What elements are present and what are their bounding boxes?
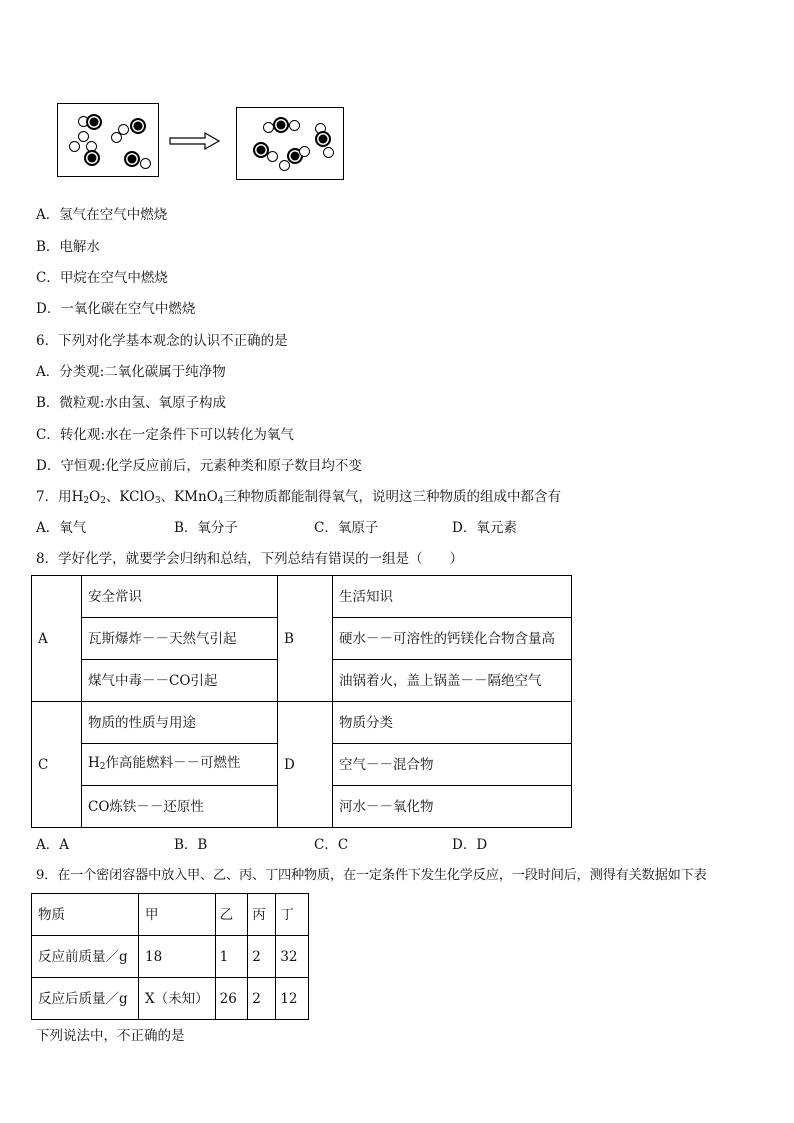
q9-header: 丁: [276, 894, 309, 936]
q7-subscript: 2: [83, 496, 90, 506]
product-box: [236, 107, 344, 180]
atom-large: [130, 118, 146, 134]
q8-cell: 瓦斯爆炸－－天然气引起: [82, 618, 278, 660]
q9-cell: 12: [276, 978, 309, 1020]
q9-table: [31, 893, 309, 1020]
q5-option-c: C．甲烷在空气中燃烧: [36, 270, 168, 286]
q8-cell: 油锅着火，盖上锅盖－－隔绝空气: [333, 660, 572, 702]
q8-cell: CO炼铁－－还原性: [82, 786, 278, 828]
q7-option-c: C．氧原子: [314, 520, 379, 536]
q5-option-d: D．一氧化碳在空气中燃烧: [36, 301, 196, 317]
q8-option-b: B．B: [174, 837, 208, 853]
atom-large: [86, 114, 102, 130]
q8-cell: 煤气中毒－－CO引起: [82, 660, 278, 702]
q9-cell: 2: [248, 936, 276, 978]
q8-cell: 物质分类: [333, 702, 572, 744]
q5-option-a: A．氢气在空气中燃烧: [36, 207, 168, 223]
q7-subscript: 3: [154, 496, 161, 506]
q8-cell-label: B: [278, 576, 333, 702]
q6-stem: 6．下列对化学基本观念的认识不正确的是: [36, 333, 288, 349]
q9-after: 下列说法中，不正确的是: [36, 1028, 185, 1044]
q7-stem-part: 7．用H: [36, 489, 84, 505]
q9-cell: 反应后质量／g: [32, 978, 139, 1020]
q9-cell: 32: [276, 936, 309, 978]
q8-option-a: A．A: [36, 837, 69, 853]
q9-cell: 18: [139, 936, 216, 978]
q8-stem: 8．学好化学，就要学会归纳和总结，下列总结有错误的一组是（ ）: [36, 551, 464, 567]
q9-cell: 2: [248, 978, 276, 1020]
q8-option-c: C．C: [314, 837, 349, 853]
q9-header: 物质: [32, 894, 139, 936]
q9-header: 乙: [215, 894, 248, 936]
q7-subscript: 4: [217, 496, 224, 506]
q7-stem-part: 、KClO: [105, 489, 155, 505]
q7-subscript: 2: [100, 496, 106, 506]
q9-cell: 1: [215, 936, 248, 978]
q7-option-d: D．氧元素: [452, 520, 517, 536]
atom-small: [299, 146, 310, 157]
atom-small: [78, 131, 89, 142]
q8-cell-label: D: [278, 702, 333, 828]
atom-large: [84, 150, 100, 166]
q6-option-c: C．转化观:水在一定条件下可以转化为氧气: [36, 427, 294, 443]
atom-small: [111, 132, 122, 143]
q6-option-a: A．分类观:二氧化碳属于纯净物: [36, 364, 226, 380]
atom-small: [279, 160, 290, 171]
q9-header: 甲: [139, 894, 216, 936]
q7-stem-part: O: [89, 489, 101, 505]
q8-cell-part: H: [88, 754, 100, 771]
atom-large: [273, 117, 289, 133]
q8-cell: 生活知识: [333, 576, 572, 618]
q8-cell-label: C: [32, 702, 82, 828]
reactant-box: [57, 103, 159, 177]
q8-option-d: D．D: [452, 837, 488, 853]
q9-cell: X（未知）: [139, 978, 216, 1020]
q7-stem-part: 三种物质都能制得氧气，说明这三种物质的组成中都含有: [223, 489, 561, 505]
atom-small: [323, 147, 334, 158]
q8-cell: 安全常识: [82, 576, 278, 618]
atom-small: [69, 141, 80, 152]
q8-table: [31, 575, 572, 828]
q8-cell-part: 作高能燃料－－可燃性: [105, 754, 241, 771]
atom-small: [289, 120, 300, 131]
q7-option-a: A．氧气: [36, 520, 87, 536]
q8-cell-label: A: [32, 576, 82, 702]
q6-option-d: D．守恒观:化学反应前后，元素种类和原子数目均不变: [36, 458, 362, 474]
q7-stem-part: 、KMnO: [160, 489, 218, 505]
atom-small: [140, 158, 151, 169]
q7-stem: [36, 488, 561, 510]
q8-cell: 硬水－－可溶性的钙镁化合物含量高: [333, 618, 572, 660]
q5-option-b: B．电解水: [36, 239, 100, 255]
q8-cell: 物质的性质与用途: [82, 702, 278, 744]
q9-cell: 反应前质量／g: [32, 936, 139, 978]
q6-option-b: B．微粒观:水由氢、氧原子构成: [36, 395, 226, 411]
atom-small: [267, 151, 278, 162]
q8-subscript: 2: [99, 761, 106, 772]
q9-stem: 9．在一个密闭容器中放入甲、乙、丙、丁四种物质，在一定条件下发生化学反应，一段时间后，测得有关数据如下表: [36, 868, 707, 883]
atom-large: [315, 131, 331, 147]
q9-header: 丙: [248, 894, 276, 936]
q8-cell: 空气－－混合物: [333, 744, 572, 786]
atom-large: [124, 151, 140, 167]
q9-cell: 26: [215, 978, 248, 1020]
reaction-arrow: [169, 131, 221, 151]
q7-option-b: B．氧分子: [174, 520, 238, 536]
q8-cell: [82, 744, 278, 786]
q8-cell: 河水－－氧化物: [333, 786, 572, 828]
